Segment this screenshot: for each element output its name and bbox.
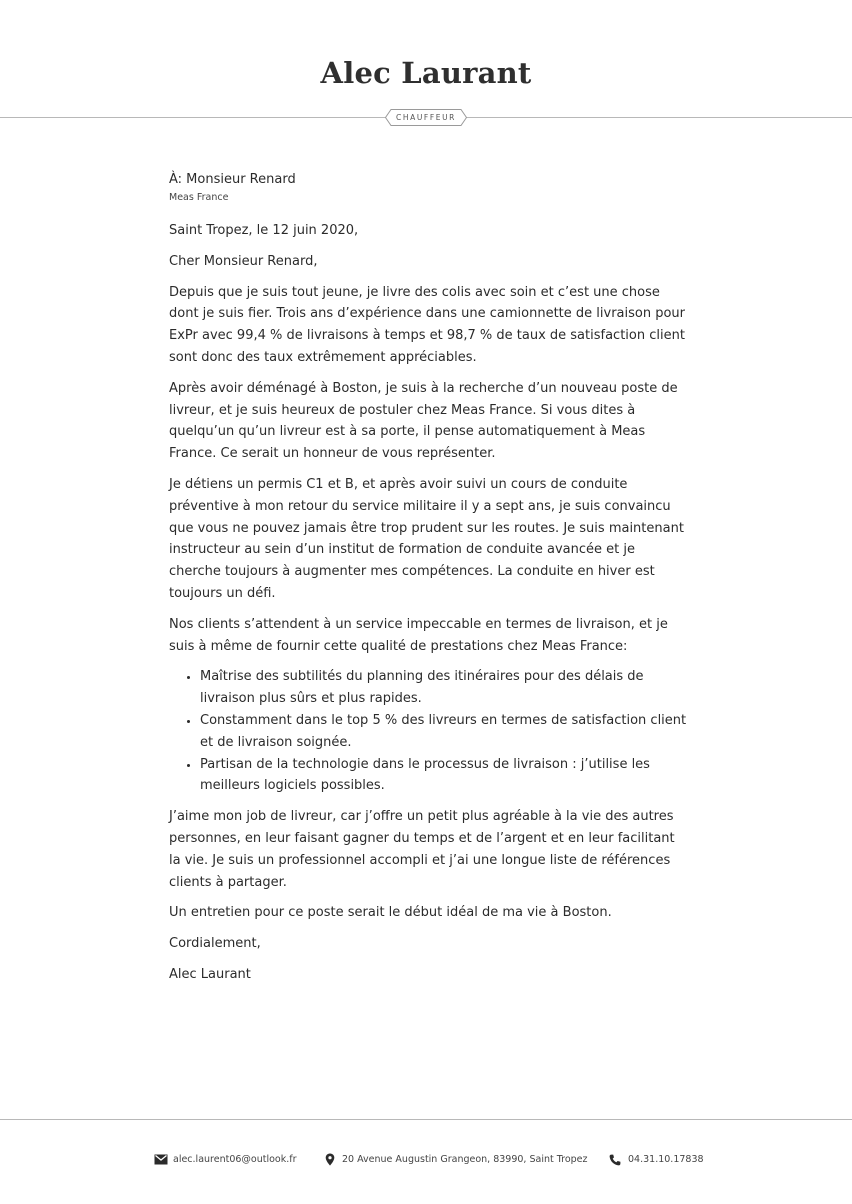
applicant-name: Alec Laurant (320, 56, 532, 90)
location-pin-icon (325, 1153, 335, 1166)
job-title: CHAUFFEUR (396, 113, 456, 122)
letter-header (0, 0, 852, 140)
envelope-icon (154, 1154, 168, 1165)
contact-footer (0, 1150, 852, 1170)
sign-off: Cordialement, (169, 936, 261, 952)
list-item: • Maîtrise des subtilités du planning des itinéraires pour des délais de livraison plus sûrs et plus rapides. (200, 666, 689, 710)
date-line: Saint Tropez, le 12 juin 2020, (169, 223, 359, 238)
paragraph: Depuis que je suis tout jeune, je livre des colis avec soin et c’est une chose dont je suis fier. Trois ans d’expérience dans une camionnette de livraison pour ExPr avec 99,4 % de livraisons à temps et 98,7 % de taux de satisfaction client sont donc des taux extrêmement appréciables. (169, 284, 686, 365)
address-text: 20 Avenue Augustin Grangeon, 83990, Saint Tropez (342, 1154, 588, 1165)
paragraph: Un entretien pour ce poste serait le début idéal de ma vie à Boston. (169, 905, 612, 921)
recipient-company: Meas France (169, 192, 229, 203)
paragraph: Je détiens un permis C1 et B, et après avoir suivi un cours de conduite préventive à mon retour du service militaire il y a sept ans, je suis convaincu que vous ne pouvez jamais être trop prudent sur les routes. Je suis maintenant instructeur au sein d’un institut de formation de conduite avancée et je cherche toujours à augmenter mes compétences. La conduite en hiver est toujours un défi. (169, 476, 684, 601)
qualifications-list (169, 666, 689, 797)
job-title-badge (385, 109, 467, 126)
recipient: À: Monsieur Renard (169, 172, 296, 187)
paragraph: Après avoir déménagé à Boston, je suis à la recherche d’un nouveau poste de livreur, et je suis heureux de postuler chez Meas France. Si vous dites à quelqu’un qu’un livreur est à sa porte, il pense automatiquement à Meas France. Ce serait un honneur de vous représenter. (169, 380, 678, 462)
phone-text[interactable]: 04.31.10.17838 (628, 1154, 704, 1165)
footer-divider (0, 1119, 852, 1120)
paragraph: J’aime mon job de livreur, car j’offre un petit plus agréable à la vie des autres personnes, en leur faisant gagner du temps et de l’argent et en leur facilitant la vie. Je suis un professionnel accompli et j’ai une longue liste de références clients à partager. (169, 809, 675, 890)
email-text[interactable]: alec.laurent06@outlook.fr (173, 1154, 297, 1165)
list-item: • Constamment dans le top 5 % des livreurs en termes de satisfaction client et de livraison soignée. (200, 710, 689, 754)
phone-icon (609, 1154, 621, 1166)
letter-body (169, 169, 689, 995)
list-item: • Partisan de la technologie dans le processus de livraison : j’utilise les meilleurs logiciels possibles. (200, 754, 689, 798)
paragraph: Nos clients s’attendent à un service impeccable en termes de livraison, et je suis à même de fournir cette qualité de prestations chez Meas France: (169, 616, 668, 654)
salutation: Cher Monsieur Renard, (169, 253, 318, 269)
signature: Alec Laurant (169, 966, 251, 982)
